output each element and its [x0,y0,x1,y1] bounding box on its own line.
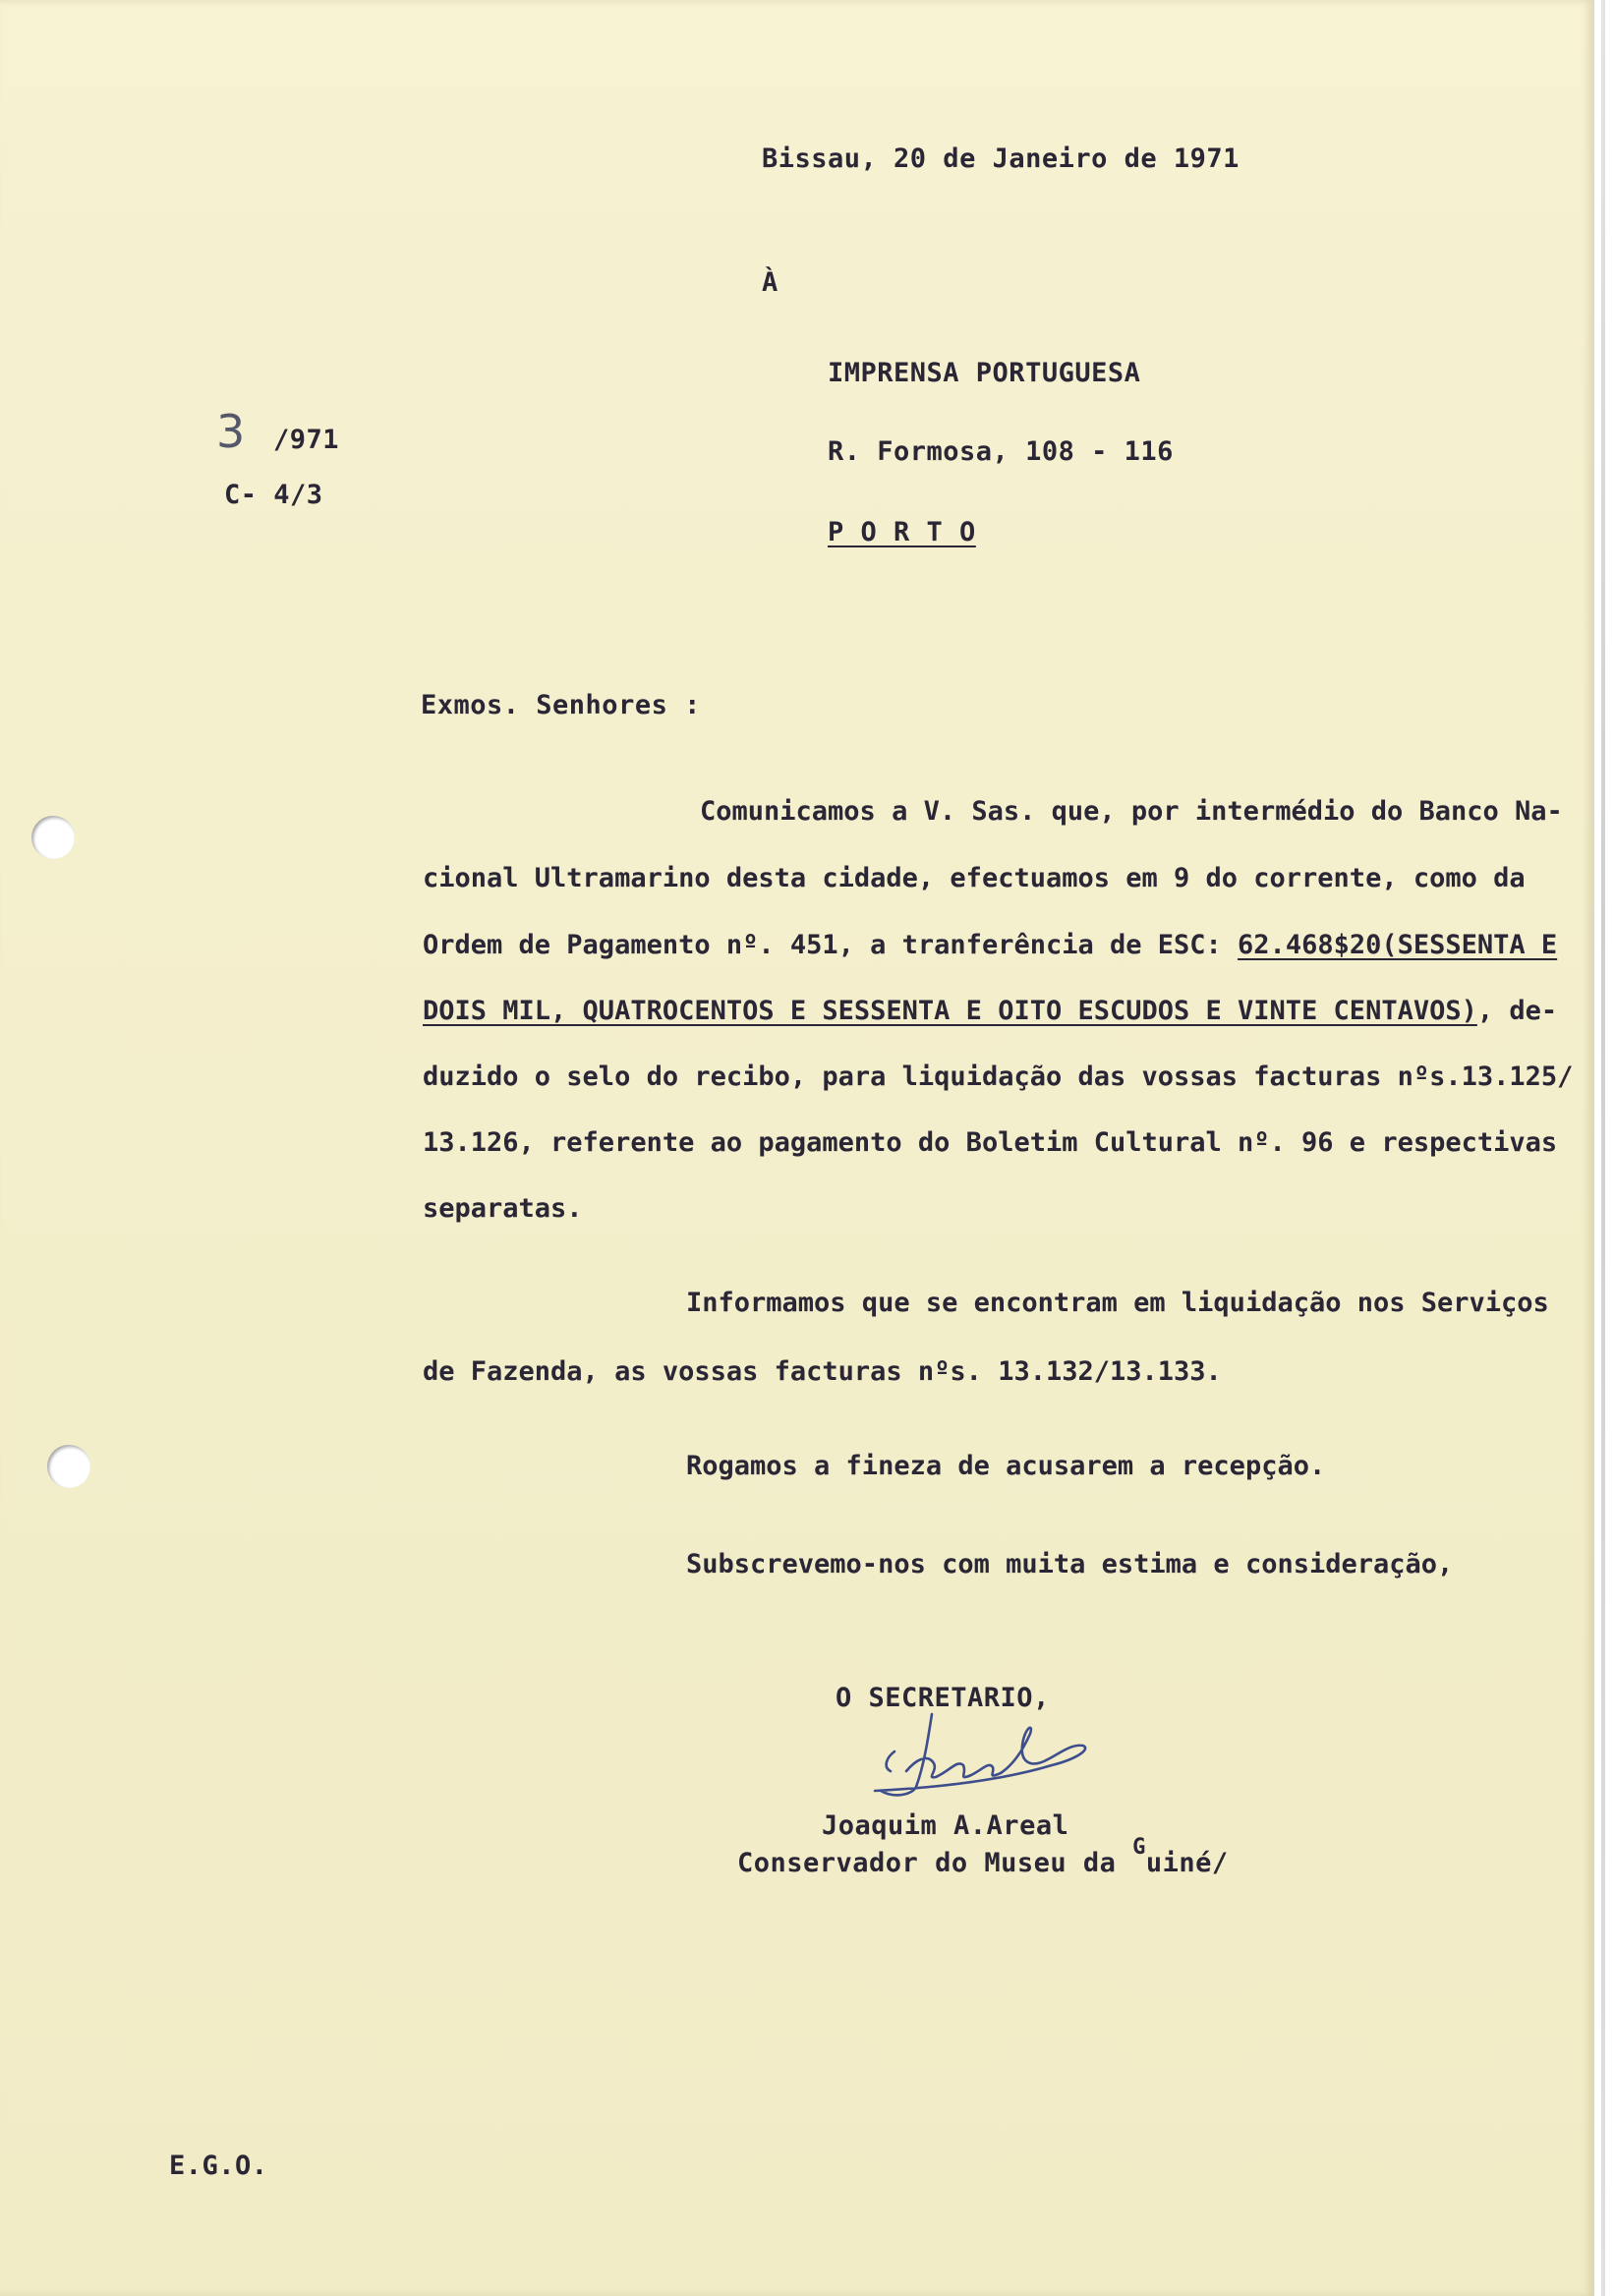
paragraph1-line3-text: Ordem de Pagamento nº. 451, a tranferência de ESC: [423,930,1222,960]
closing: Subscrevemo-nos com muita estima e consideração, [686,1549,1454,1579]
place-date: Bissau, 20 de Janeiro de 1971 [762,144,1240,174]
amount-words: DOIS MIL, QUATROCENTOS E SESSENTA E OITO ESCUDOS E VINTE CENTAVOS) [423,996,1477,1026]
signatory-position-main: Conservador do Museu da [737,1848,1133,1878]
paragraph1-line5: duzido o selo do recibo, para liquidação das vossas facturas nºs.13.125/ [423,1062,1574,1092]
footer-initials: E.G.O. [169,2151,268,2181]
recipient-name: IMPRENSA PORTUGUESA [828,358,1141,388]
signatory-position [737,1835,1229,1878]
signatory-position-g: G [1132,1835,1146,1860]
recipient-prefix: À [762,267,779,298]
paragraph2-line1: Informamos que se encontram em liquidação nos Serviços [686,1288,1549,1318]
paragraph1-line4-end: , de- [1476,996,1558,1026]
paragraph3: Rogamos a fineza de acusarem a recepção. [686,1451,1326,1481]
paragraph1-line3 [423,930,1557,960]
recipient-address: R. Formosa, 108 - 116 [828,436,1174,467]
paragraph1-line7: separatas. [423,1193,583,1224]
reference-code: C- 4/3 [224,480,323,510]
signature [855,1700,1111,1808]
recipient-city: P O R T O [828,517,976,547]
reference-number-typed: /971 [273,425,340,455]
paragraph2-line2: de Fazenda, as vossas facturas nºs. 13.132/13.133. [423,1356,1222,1387]
signatory-position-end: uiné/ [1145,1848,1229,1878]
punch-hole-bottom [47,1445,90,1488]
paragraph1-line2: cional Ultramarino desta cidade, efectuamos em 9 do corrente, como da [423,863,1526,893]
amount-figure: 62.468$20(SESSENTA E [1238,930,1558,960]
salutation: Exmos. Senhores : [421,690,701,720]
page-edge-shadow [1601,0,1605,2296]
signatory-name: Joaquim A.Areal [822,1810,1069,1841]
paragraph1-line4 [423,996,1557,1026]
signatory-title: O SECRETARIO, [836,1683,1050,1713]
paragraph1-line1: Comunicamos a V. Sas. que, por intermédio do Banco Na- [700,796,1563,827]
page-edge [1594,0,1615,2296]
reference-number-handwritten: 3 [216,405,246,458]
punch-hole-top [31,816,75,859]
paragraph1-line6: 13.126, referente ao pagamento do Boletim Cultural nº. 96 e respectivas [423,1127,1558,1158]
